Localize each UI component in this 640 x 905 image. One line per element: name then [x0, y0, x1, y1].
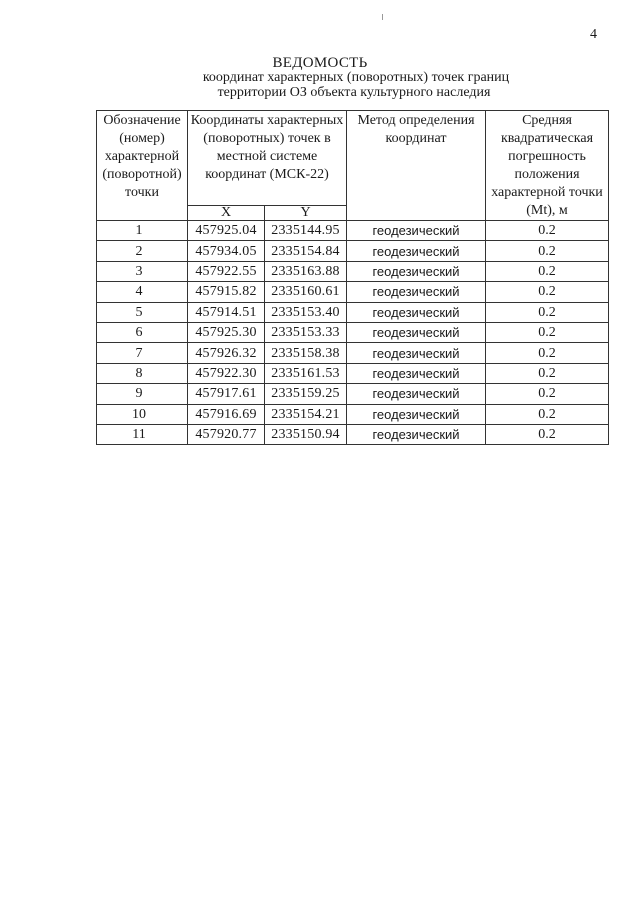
header-y: Y	[265, 206, 347, 221]
x-coordinate-cell: 457925.04	[188, 221, 265, 241]
error-cell: 0.2	[486, 384, 609, 404]
point-number-cell: 6	[97, 322, 188, 342]
document-title: ВЕДОМОСТЬ	[272, 55, 368, 71]
x-coordinate-cell: 457916.69	[188, 404, 265, 424]
method-cell: геодезический	[347, 404, 486, 424]
method-cell: геодезический	[347, 261, 486, 281]
header-method: Метод определения координат	[347, 111, 486, 221]
point-number-cell: 4	[97, 282, 188, 302]
error-cell: 0.2	[486, 424, 609, 444]
table-row	[97, 282, 609, 302]
point-number-cell: 5	[97, 302, 188, 322]
y-coordinate-cell: 2335158.38	[265, 343, 347, 363]
table-row	[97, 424, 609, 444]
x-coordinate-cell: 457925.30	[188, 322, 265, 342]
x-coordinate-cell: 457917.61	[188, 384, 265, 404]
document-subtitle-line2: территории ОЗ объекта культурного наследия	[217, 85, 491, 100]
y-coordinate-cell: 2335154.21	[265, 404, 347, 424]
x-coordinate-cell: 457926.32	[188, 343, 265, 363]
method-cell: геодезический	[347, 302, 486, 322]
y-coordinate-cell: 2335160.61	[265, 282, 347, 302]
x-coordinate-cell: 457922.30	[188, 363, 265, 383]
method-cell: геодезический	[347, 221, 486, 241]
y-coordinate-cell: 2335144.95	[265, 221, 347, 241]
error-cell: 0.2	[486, 343, 609, 363]
table-header-row	[97, 111, 609, 206]
error-cell: 0.2	[486, 322, 609, 342]
point-number-cell: 10	[97, 404, 188, 424]
header-error: Средняя квадратическая погрешность положения характерной точки (Mt), м	[486, 111, 609, 221]
error-cell: 0.2	[486, 282, 609, 302]
x-coordinate-cell: 457922.55	[188, 261, 265, 281]
y-coordinate-cell: 2335161.53	[265, 363, 347, 383]
point-number-cell: 2	[97, 241, 188, 261]
point-number-cell: 7	[97, 343, 188, 363]
coordinates-table	[96, 110, 609, 445]
error-cell: 0.2	[486, 221, 609, 241]
header-x: X	[188, 206, 265, 221]
header-designation: Обозначение (номер) характерной (поворотной) точки	[97, 111, 188, 221]
table-row	[97, 322, 609, 342]
error-cell: 0.2	[486, 261, 609, 281]
y-coordinate-cell: 2335154.84	[265, 241, 347, 261]
y-coordinate-cell: 2335153.40	[265, 302, 347, 322]
method-cell: геодезический	[347, 343, 486, 363]
point-number-cell: 3	[97, 261, 188, 281]
method-cell: геодезический	[347, 322, 486, 342]
point-number-cell: 8	[97, 363, 188, 383]
table-row	[97, 404, 609, 424]
x-coordinate-cell: 457920.77	[188, 424, 265, 444]
x-coordinate-cell: 457914.51	[188, 302, 265, 322]
y-coordinate-cell: 2335159.25	[265, 384, 347, 404]
point-number-cell: 11	[97, 424, 188, 444]
error-cell: 0.2	[486, 302, 609, 322]
method-cell: геодезический	[347, 282, 486, 302]
error-cell: 0.2	[486, 363, 609, 383]
y-coordinate-cell: 2335150.94	[265, 424, 347, 444]
method-cell: геодезический	[347, 363, 486, 383]
table-row	[97, 261, 609, 281]
table-row	[97, 221, 609, 241]
scan-mark	[382, 14, 383, 20]
table-row	[97, 384, 609, 404]
page-number: 4	[590, 27, 597, 42]
table-row	[97, 241, 609, 261]
table-row	[97, 343, 609, 363]
table-row	[97, 302, 609, 322]
point-number-cell: 1	[97, 221, 188, 241]
method-cell: геодезический	[347, 384, 486, 404]
x-coordinate-cell: 457915.82	[188, 282, 265, 302]
point-number-cell: 9	[97, 384, 188, 404]
y-coordinate-cell: 2335153.33	[265, 322, 347, 342]
error-cell: 0.2	[486, 404, 609, 424]
error-cell: 0.2	[486, 241, 609, 261]
header-coordinates: Координаты характерных (поворотных) точек в местной системе координат (МСК-22)	[188, 111, 347, 206]
table-body	[97, 221, 609, 445]
table-row	[97, 363, 609, 383]
y-coordinate-cell: 2335163.88	[265, 261, 347, 281]
method-cell: геодезический	[347, 241, 486, 261]
x-coordinate-cell: 457934.05	[188, 241, 265, 261]
document-subtitle-line1: координат характерных (поворотных) точек границ	[202, 70, 510, 85]
method-cell: геодезический	[347, 424, 486, 444]
